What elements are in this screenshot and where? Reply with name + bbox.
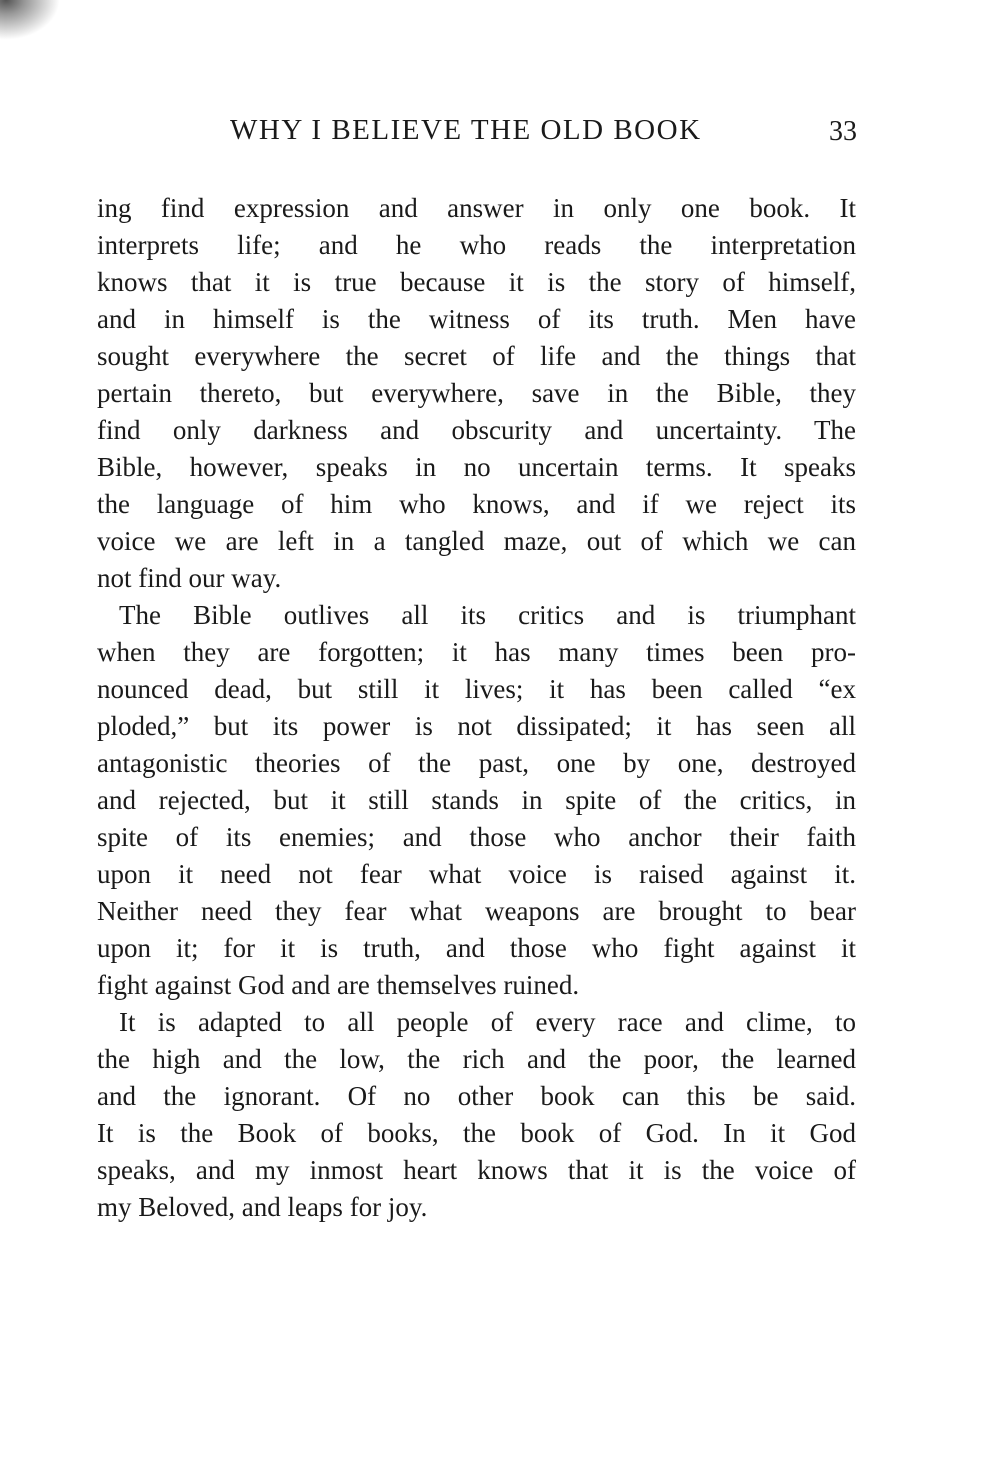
text-line: Bible, however, speaks in no uncertain terms. It speaks	[97, 452, 856, 482]
running-header: WHY I BELIEVE THE OLD BOOK	[230, 114, 702, 146]
text-line: the high and the low, the rich and the poor, the learned	[97, 1044, 856, 1074]
text-line: not find our way.	[97, 563, 282, 593]
scan-smudge	[0, 0, 60, 40]
text-line: upon it need not fear what voice is raised against it.	[97, 859, 856, 889]
text-line: ing find expression and answer in only one book. It	[97, 193, 856, 223]
text-line: and rejected, but it still stands in spite of the critics, in	[97, 785, 856, 815]
page-body	[97, 190, 856, 1226]
text-line: find only darkness and obscurity and uncertainty. The	[97, 415, 856, 445]
text-line: spite of its enemies; and those who anchor their faith	[97, 822, 856, 852]
page-number: 33	[829, 116, 857, 147]
text-line: antagonistic theories of the past, one by one, destroyed	[97, 748, 856, 778]
text-line: It is the Book of books, the book of God. In it God	[97, 1118, 856, 1148]
text-line: knows that it is true because it is the story of himself,	[97, 267, 856, 297]
text-line: interprets life; and he who reads the interpretation	[97, 230, 856, 260]
text-line: ploded,” but its power is not dissipated; it has seen all	[97, 711, 856, 741]
text-line: and the ignorant. Of no other book can this be said.	[97, 1081, 856, 1111]
text-line: voice we are left in a tangled maze, out of which we can	[97, 526, 856, 556]
text-line: when they are forgotten; it has many times been pro-	[97, 637, 856, 667]
text-line: Neither need they fear what weapons are brought to bear	[97, 896, 856, 926]
text-line: nounced dead, but still it lives; it has been called “ex	[97, 674, 856, 704]
text-line: upon it; for it is truth, and those who fight against it	[97, 933, 856, 963]
text-line: fight against God and are themselves ruined.	[97, 970, 580, 1000]
paragraph	[97, 1004, 856, 1226]
text-line: sought everywhere the secret of life and the things that	[97, 341, 856, 371]
text-line: and in himself is the witness of its truth. Men have	[97, 304, 856, 334]
text-line: pertain thereto, but everywhere, save in the Bible, they	[97, 378, 856, 408]
paragraph	[97, 190, 856, 597]
text-line: The Bible outlives all its critics and is triumphant	[119, 600, 856, 630]
paragraph	[97, 597, 856, 1004]
text-line: my Beloved, and leaps for joy.	[97, 1192, 428, 1222]
text-line: speaks, and my inmost heart knows that it is the voice of	[97, 1155, 856, 1185]
text-line: the language of him who knows, and if we reject its	[97, 489, 856, 519]
text-line: It is adapted to all people of every race and clime, to	[119, 1007, 856, 1037]
